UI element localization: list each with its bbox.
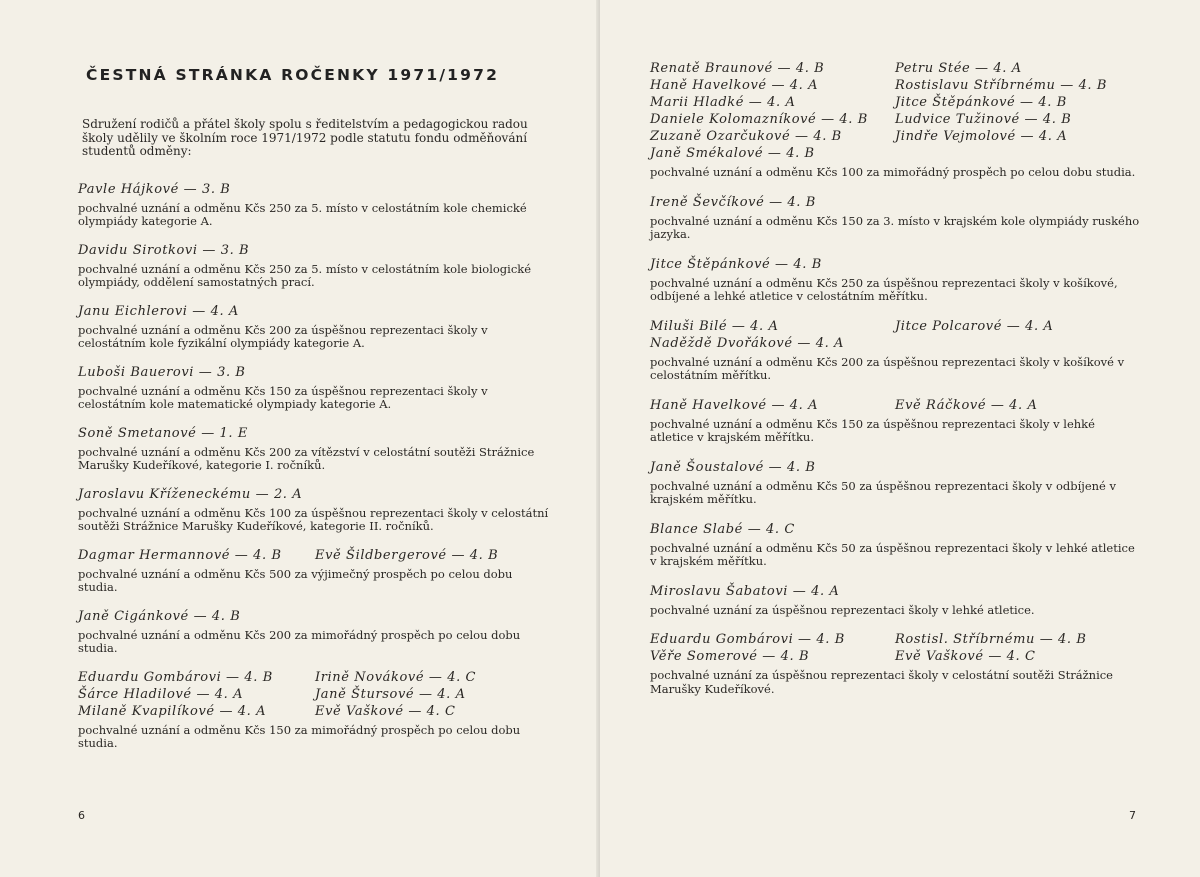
recipient-name: Rostislavu Stříbrnému — 4. B xyxy=(895,78,1108,93)
recipient-name: Janu Eichlerovi — 4. A xyxy=(78,303,239,319)
recipient-column xyxy=(650,397,895,414)
recipient-name: Pavle Hájkové — 3. B xyxy=(78,181,231,197)
recipient-name: Rostisl. Stříbrnému — 4. B xyxy=(895,632,1087,647)
recipient-name: Miroslavu Šabatovi — 4. A xyxy=(650,583,840,599)
recipient-column xyxy=(78,547,315,564)
recipient-column xyxy=(650,60,895,162)
recipient-name: Věře Somerové — 4. B xyxy=(650,649,810,664)
award-description: pochvalné uznání a odměnu Kčs 250 za 5. místo v celostátním kole biologické olympiády, oddělení samostatných prací. xyxy=(78,261,532,289)
award-entry xyxy=(78,181,552,229)
award-description: pochvalné uznání za úspěšnou reprezentaci školy v celostátní soutěži Strážnice Marušky Kudeříkové. xyxy=(650,668,1113,696)
recipient-names xyxy=(650,459,1140,476)
recipient-column xyxy=(78,303,552,320)
recipient-column xyxy=(895,60,1140,162)
recipient-names xyxy=(650,318,1140,352)
recipient-column xyxy=(650,631,895,665)
recipient-column xyxy=(895,631,1140,665)
recipient-name: Jitce Štěpánkové — 4. B xyxy=(895,95,1067,110)
award-entry xyxy=(650,194,1140,242)
award-description: pochvalné uznání a odměnu Kčs 200 za vítězství v celostátní soutěži Strážnice Marušky Kudeříkové, kategorie I. ročníků. xyxy=(78,444,535,472)
recipient-name: Jaroslavu Kříženeckému — 2. A xyxy=(78,486,303,502)
award-entry xyxy=(78,669,552,751)
intro-paragraph: Sdružení rodičů a přátel školy spolu s ředitelstvím a pedagogickou radou školy udělily ve školním roce 1971/1972 podle statutu fondu odměňování studentů odměny: xyxy=(82,117,528,158)
award-description: pochvalné uznání a odměnu Kčs 500 za výjimečný prospěch po celou dobu studia. xyxy=(78,566,513,594)
recipient-column xyxy=(650,459,1140,476)
award-description: pochvalné uznání a odměnu Kčs 250 za 5. místo v celostátním kole chemické olympiády kategorie A. xyxy=(78,200,527,228)
award-entry xyxy=(650,60,1140,180)
recipient-names xyxy=(650,256,1140,273)
recipient-names xyxy=(78,181,552,198)
recipient-name: Haně Havelkové — 4. A xyxy=(650,78,819,93)
recipient-column xyxy=(895,397,1140,414)
recipient-names xyxy=(650,194,1140,211)
recipient-column xyxy=(315,669,552,720)
recipient-name: Evě Vaškové — 4. C xyxy=(315,703,456,719)
award-description: pochvalné uznání a odměnu Kčs 100 za mimořádný prospěch po celou dobu studia. xyxy=(650,165,1136,179)
recipient-column xyxy=(78,425,552,442)
page-title: ČESTNÁ STRÁNKA ROČENKY 1971/1972 xyxy=(86,66,500,84)
recipient-column xyxy=(78,486,552,503)
recipient-name: Jitce Štěpánkové — 4. B xyxy=(650,256,822,272)
recipient-name: Janě Štursové — 4. A xyxy=(315,686,466,702)
award-entry xyxy=(78,608,552,656)
award-description: pochvalné uznání za úspěšnou reprezentaci školy v lehké atletice. xyxy=(650,602,1035,617)
award-entry xyxy=(650,459,1140,507)
award-list-right xyxy=(650,60,1140,696)
recipient-names xyxy=(78,608,552,625)
recipient-column xyxy=(78,608,552,625)
recipient-name: Haně Havelkové — 4. A xyxy=(650,397,819,413)
recipient-column xyxy=(78,242,552,259)
recipient-name: Šárce Hladilové — 4. A xyxy=(78,686,244,702)
recipient-names xyxy=(78,242,552,259)
recipient-name: Jindře Vejmolové — 4. A xyxy=(895,129,1068,144)
award-entry xyxy=(650,397,1140,445)
recipient-name: Eduardu Gombárovi — 4. B xyxy=(650,632,845,647)
recipient-name: Zuzaně Ozarčukové — 4. B xyxy=(650,129,842,144)
recipient-names xyxy=(78,364,552,381)
recipient-name: Naděždě Dvořákové — 4. A xyxy=(650,335,845,351)
award-description: pochvalné uznání a odměnu Kčs 100 za úspěšnou reprezentaci školy v celostátní soutěži Strážnice Marušky Kudeříkové, kategorie II. ročníků. xyxy=(78,505,549,533)
award-entry xyxy=(78,547,552,595)
recipient-names xyxy=(650,631,1140,665)
recipient-column xyxy=(78,181,552,198)
recipient-name: Irině Novákové — 4. C xyxy=(315,669,477,685)
recipient-name: Ludvice Tužinové — 4. B xyxy=(895,112,1072,127)
recipient-column xyxy=(650,256,1140,273)
recipient-column xyxy=(650,583,1140,600)
recipient-name: Marii Hladké — 4. A xyxy=(650,95,796,110)
recipient-names xyxy=(650,397,1140,414)
recipient-column xyxy=(315,547,552,564)
recipient-name: Janě Šoustalové — 4. B xyxy=(650,459,816,475)
award-entry xyxy=(650,583,1140,618)
right-page xyxy=(600,0,1200,877)
recipient-name: Luboši Bauerovi — 3. B xyxy=(78,364,246,380)
recipient-name: Renatě Braunové — 4. B xyxy=(650,61,825,76)
recipient-name: Blance Slabé — 4. C xyxy=(650,521,795,537)
recipient-names xyxy=(78,303,552,320)
recipient-name: Evě Ráčkové — 4. A xyxy=(895,397,1038,413)
recipient-column xyxy=(78,669,315,720)
recipient-names xyxy=(78,425,552,442)
recipient-name: Evě Vaškové — 4. C xyxy=(895,649,1036,664)
award-description: pochvalné uznání a odměnu Kčs 150 za 3. místo v krajském kole olympiády ruského jazyka. xyxy=(650,213,1140,241)
recipient-name: Daniele Kolomazníkové — 4. B xyxy=(650,112,868,127)
recipient-column xyxy=(78,364,552,381)
award-list-left xyxy=(78,181,552,751)
recipient-name: Janě Cigánkové — 4. B xyxy=(78,608,241,624)
award-entry xyxy=(78,242,552,290)
recipient-name: Dagmar Hermannové — 4. B xyxy=(78,547,282,563)
recipient-name: Ireně Ševčíkové — 4. B xyxy=(650,194,816,210)
recipient-name: Soně Smetanové — 1. E xyxy=(78,425,248,441)
award-entry xyxy=(78,425,552,473)
recipient-name: Jitce Polcarové — 4. A xyxy=(895,318,1054,334)
award-entry xyxy=(650,256,1140,304)
award-entry xyxy=(78,303,552,351)
award-description: pochvalné uznání a odměnu Kčs 150 za úspěšnou reprezentaci školy v celostátním kole matematické olympiady kategorie A. xyxy=(78,383,488,411)
recipient-names xyxy=(650,60,1140,162)
recipient-column xyxy=(650,318,895,352)
recipient-column xyxy=(650,521,1140,538)
award-entry xyxy=(78,486,552,534)
award-description: pochvalné uznání a odměnu Kčs 200 za úspěšnou reprezentaci školy v košíkové v celostátním měřítku. xyxy=(650,354,1125,382)
recipient-name: Evě Šildbergerové — 4. B xyxy=(315,547,499,563)
award-entry xyxy=(650,631,1140,696)
award-entry xyxy=(78,364,552,412)
recipient-names xyxy=(78,669,552,720)
recipient-name: Davidu Sirotkovi — 3. B xyxy=(78,242,250,258)
recipient-name: Janě Smékalové — 4. B xyxy=(650,146,815,161)
page-number-right: 7 xyxy=(1129,809,1136,822)
recipient-names xyxy=(78,547,552,564)
recipient-names xyxy=(78,486,552,503)
recipient-names xyxy=(650,583,1140,600)
recipient-column xyxy=(895,318,1140,352)
recipient-name: Eduardu Gombárovi — 4. B xyxy=(78,669,273,685)
award-entry xyxy=(650,318,1140,383)
award-description: pochvalné uznání a odměnu Kčs 150 za úspěšnou reprezentaci školy v lehké atletice v krajském měřítku. xyxy=(650,416,1095,444)
recipient-column xyxy=(650,194,1140,211)
award-description: pochvalné uznání a odměnu Kčs 50 za úspěšnou reprezentaci školy v lehké atletice v krajském měřítku. xyxy=(650,540,1135,568)
recipient-name: Milaně Kvapilíkové — 4. A xyxy=(78,703,267,719)
page-number-left: 6 xyxy=(78,809,85,822)
recipient-names xyxy=(650,521,1140,538)
award-description: pochvalné uznání a odměnu Kčs 200 za mimořádný prospěch po celou dobu studia. xyxy=(78,627,521,655)
award-description: pochvalné uznání a odměnu Kčs 50 za úspěšnou reprezentaci školy v odbíjené v krajském měřítku. xyxy=(650,478,1117,506)
award-description: pochvalné uznání a odměnu Kčs 150 za mimořádný prospěch po celou dobu studia. xyxy=(78,722,521,750)
award-description: pochvalné uznání a odměnu Kčs 200 za úspěšnou reprezentaci školy v celostátním kole fyzikální olympiády kategorie A. xyxy=(78,322,488,350)
recipient-name: Petru Stée — 4. A xyxy=(895,61,1022,76)
recipient-name: Miluši Bilé — 4. A xyxy=(650,318,779,334)
award-description: pochvalné uznání a odměnu Kčs 250 za úspěšnou reprezentaci školy v košíkové, odbíjené a lehké atletice v celostátním měřítku. xyxy=(650,275,1118,303)
award-entry xyxy=(650,521,1140,569)
